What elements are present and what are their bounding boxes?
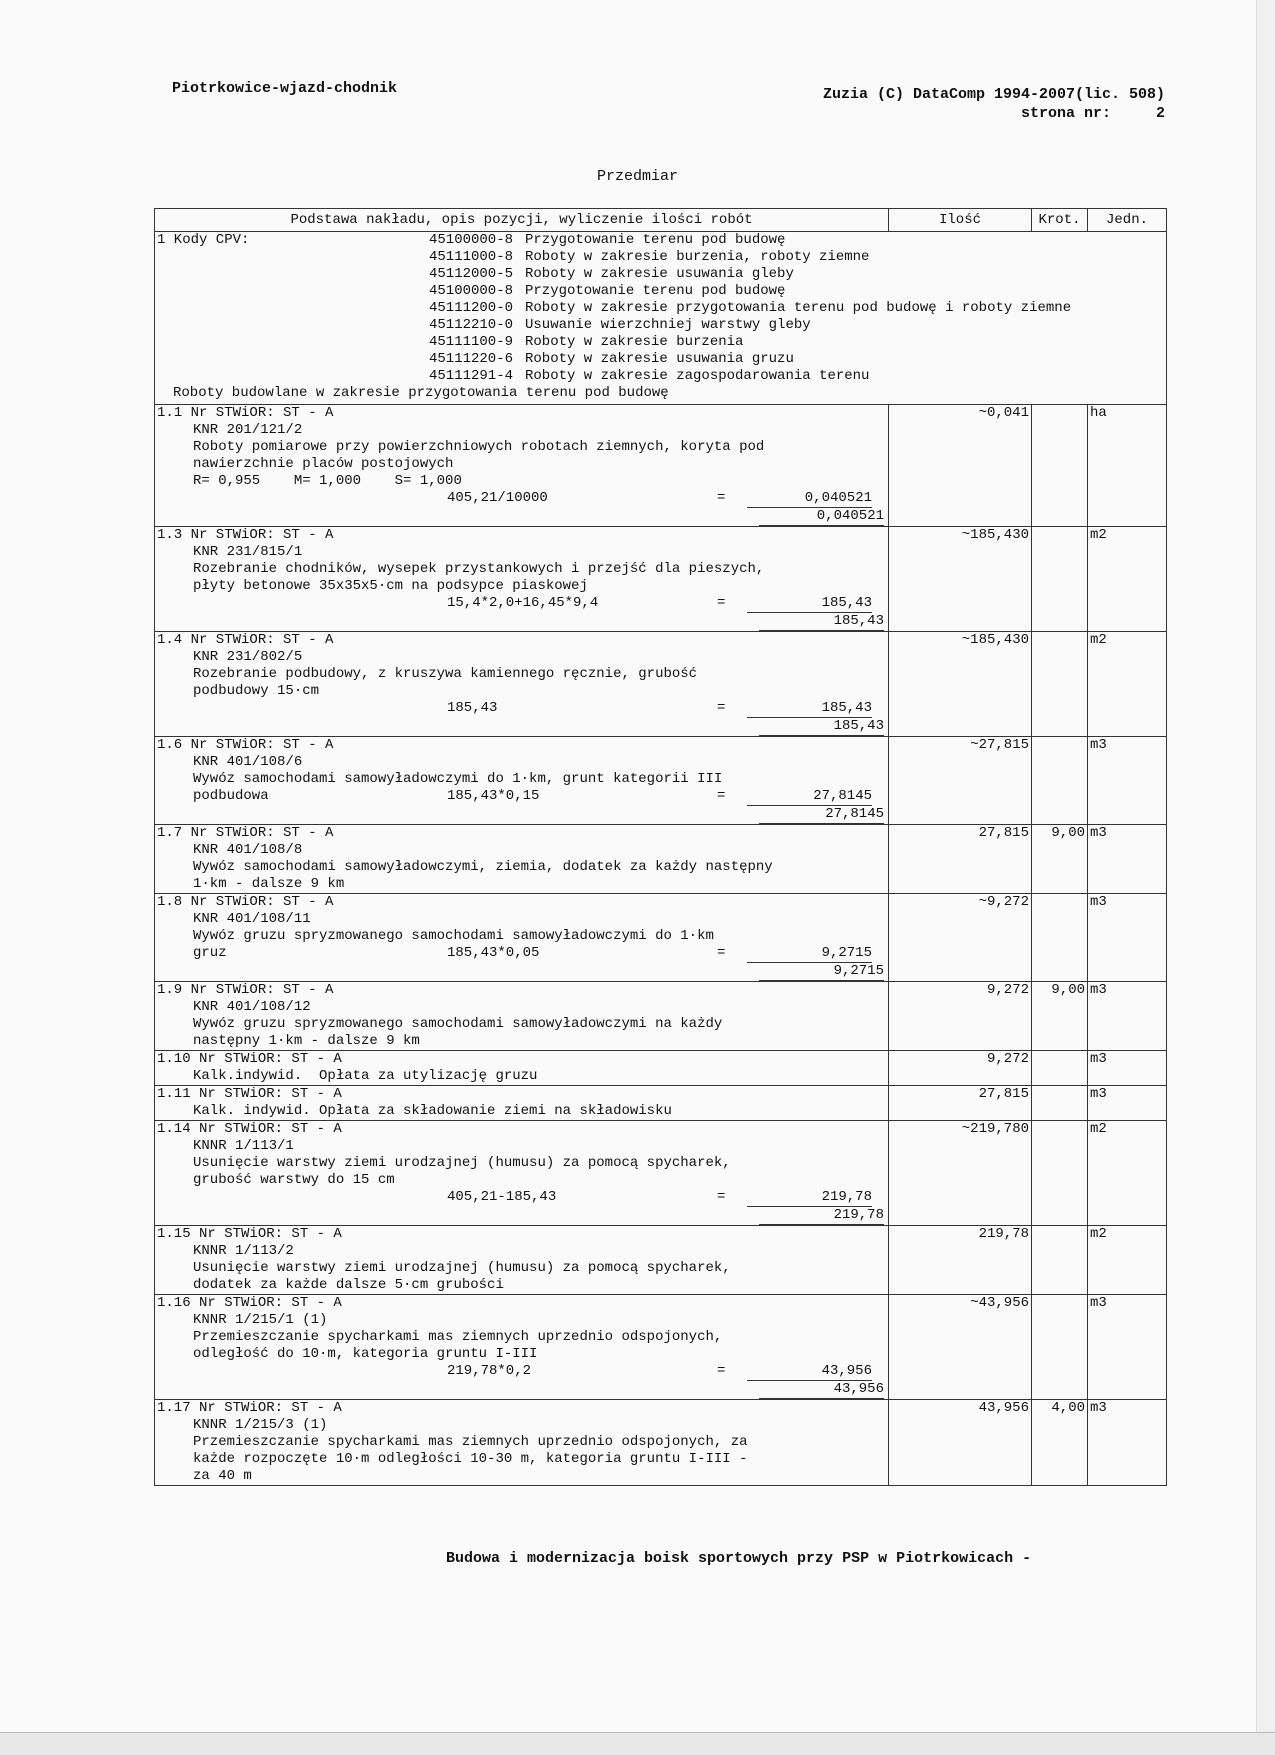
cpv-text: Usuwanie wierzchniej warstwy gleby <box>525 317 811 333</box>
calc-result: 43,956 <box>747 1363 872 1381</box>
page-number: strona nr: 2 <box>1020 105 1165 122</box>
item-description <box>155 1051 889 1086</box>
calc-equals: = <box>717 700 726 716</box>
item-description <box>155 1121 889 1226</box>
project-name: Piotrkowice-wjazd-chodnik <box>172 80 398 97</box>
item-multiplier <box>1032 1226 1088 1295</box>
calc-sum: 43,956 <box>759 1381 884 1399</box>
cpv-row <box>155 232 1167 405</box>
item-multiplier: 9,00 <box>1032 825 1088 894</box>
calc-expression: 405,21-185,43 <box>447 1189 557 1205</box>
item-unit: m3 <box>1088 1051 1167 1086</box>
calc-sum-row <box>157 718 886 736</box>
item-desc-line: Wywóz gruzu spryzmowanego samochodami samowyładowczymi na każdy <box>193 1016 723 1032</box>
item-desc-line: Wywóz gruzu spryzmowanego samochodami samowyładowczymi do 1·km <box>193 928 714 944</box>
scan-edge-right <box>1256 0 1275 1755</box>
item-desc-line: Usunięcie warstwy ziemi urodzajnej (humusu) za pomocą spycharek, <box>193 1155 731 1171</box>
table-row <box>155 737 1167 825</box>
cpv-text: Roboty w zakresie przygotowania terenu pod budowę i roboty ziemne <box>525 300 1072 316</box>
scan-edge-bottom <box>0 1732 1275 1755</box>
section-title: Roboty budowlane w zakresie przygotowania terenu pod budowę <box>173 385 669 401</box>
item-desc-line: każde rozpoczęte 10·m odległości 10-30 m, kategoria gruntu I-III - <box>193 1451 748 1467</box>
item-multiplier: 4,00 <box>1032 1400 1088 1486</box>
calc-result: 219,78 <box>747 1189 872 1207</box>
item-number: 1.1 Nr STWiOR: ST - A <box>157 405 334 421</box>
item-unit: m3 <box>1088 1086 1167 1121</box>
cpv-text: Roboty w zakresie usuwania gruzu <box>525 351 794 367</box>
item-unit: m2 <box>1088 1226 1167 1295</box>
item-multiplier <box>1032 632 1088 737</box>
cpv-text: Roboty w zakresie burzenia, roboty ziemne <box>525 249 870 265</box>
item-quantity: 9,272 <box>889 1051 1032 1086</box>
item-quantity: 219,78 <box>889 1226 1032 1295</box>
calc-sum-row <box>157 806 886 824</box>
calc-expression: 185,43*0,05 <box>447 945 540 961</box>
cpv-code: 45111220-6 <box>428 351 513 367</box>
cpv-code: 45111200-0 <box>428 300 513 316</box>
col-header-krot: Krot. <box>1032 209 1088 232</box>
item-code: KNNR 1/215/3 (1) <box>193 1417 328 1433</box>
item-quantity: ~0,041 <box>889 405 1032 527</box>
item-desc-line: Roboty pomiarowe przy powierzchniowych robotach ziemnych, koryta pod <box>193 439 765 455</box>
item-unit: ha <box>1088 405 1167 527</box>
measurement-table <box>154 208 1167 1486</box>
calc-sum: 185,43 <box>759 613 884 631</box>
calc-row <box>157 788 886 806</box>
item-number: 1.14 Nr STWiOR: ST - A <box>157 1121 342 1137</box>
table-row <box>155 825 1167 894</box>
calc-equals: = <box>717 1363 726 1379</box>
calc-row <box>157 595 886 613</box>
cpv-cell <box>155 232 1167 405</box>
cpv-code: 45112210-0 <box>428 317 513 333</box>
table-row <box>155 1121 1167 1226</box>
item-quantity: 27,815 <box>889 825 1032 894</box>
item-multiplier <box>1032 1086 1088 1121</box>
item-multiplier: 9,00 <box>1032 982 1088 1051</box>
calc-result: 185,43 <box>747 700 872 718</box>
table-row <box>155 894 1167 982</box>
item-unit: m2 <box>1088 527 1167 632</box>
item-description <box>155 527 889 632</box>
calc-result: 27,8145 <box>747 788 872 806</box>
item-multiplier <box>1032 405 1088 527</box>
calc-expression: 185,43*0,15 <box>447 788 540 804</box>
cpv-code: 45112000-5 <box>428 266 513 282</box>
item-multiplier <box>1032 1295 1088 1400</box>
cpv-text: Roboty w zakresie zagospodarowania terenu <box>525 368 870 384</box>
calc-sum: 219,78 <box>759 1207 884 1225</box>
item-description <box>155 737 889 825</box>
calc-result: 0,040521 <box>747 490 872 508</box>
item-unit: m3 <box>1088 982 1167 1051</box>
calc-sum-row <box>157 1207 886 1225</box>
item-code: KNR 401/108/11 <box>193 911 311 927</box>
item-unit: m3 <box>1088 737 1167 825</box>
table-row <box>155 1295 1167 1400</box>
item-number: 1.16 Nr STWiOR: ST - A <box>157 1295 342 1311</box>
calc-row <box>157 700 886 718</box>
item-description <box>155 1226 889 1295</box>
item-description <box>155 632 889 737</box>
item-quantity: 27,815 <box>889 1086 1032 1121</box>
item-description <box>155 894 889 982</box>
item-desc-line: grubość warstwy do 15 cm <box>193 1172 395 1188</box>
item-desc-line: Kalk.indywid. Opłata za utylizację gruzu <box>193 1068 538 1084</box>
item-code: KNNR 1/113/1 <box>193 1138 294 1154</box>
cpv-text: Roboty w zakresie burzenia <box>525 334 744 350</box>
table-header-row <box>155 209 1167 232</box>
calc-expression: 219,78*0,2 <box>447 1363 532 1379</box>
col-header-qty: Ilość <box>889 209 1032 232</box>
item-desc-line: Przemieszczanie spycharkami mas ziemnych uprzednio odspojonych, <box>193 1329 723 1345</box>
calc-row <box>157 1363 886 1381</box>
item-quantity: ~185,430 <box>889 527 1032 632</box>
table-row <box>155 1051 1167 1086</box>
item-desc-line: Wywóz samochodami samowyładowczymi, ziemia, dodatek za każdy następny <box>193 859 773 875</box>
item-code: KNNR 1/215/1 (1) <box>193 1312 328 1328</box>
cpv-text: Przygotowanie terenu pod budowę <box>525 283 786 299</box>
cpv-code: 45111000-8 <box>428 249 513 265</box>
item-number: 1.4 Nr STWiOR: ST - A <box>157 632 334 648</box>
footer-text: Budowa i modernizacja boisk sportowych przy PSP w Piotrkowicach - <box>446 1550 1032 1567</box>
item-code: KNR 231/815/1 <box>193 544 303 560</box>
item-multiplier <box>1032 894 1088 982</box>
item-description <box>155 405 889 527</box>
item-number: 1.6 Nr STWiOR: ST - A <box>157 737 334 753</box>
cpv-label: 1 Kody CPV: <box>157 232 250 248</box>
item-quantity: 43,956 <box>889 1400 1032 1486</box>
item-code: KNR 231/802/5 <box>193 649 303 665</box>
cpv-label <box>157 266 275 283</box>
item-multiplier <box>1032 737 1088 825</box>
calc-equals: = <box>717 788 726 804</box>
table-row <box>155 632 1167 737</box>
item-quantity: 9,272 <box>889 982 1032 1051</box>
item-code: KNR 201/121/2 <box>193 422 303 438</box>
table-row <box>155 527 1167 632</box>
calc-sum-row <box>157 508 886 526</box>
item-desc-line: Rozebranie podbudowy, z kruszywa kamiennego ręcznie, grubość <box>193 666 698 682</box>
item-unit: m3 <box>1088 894 1167 982</box>
calc-expression: 405,21/10000 <box>447 490 548 506</box>
calc-equals: = <box>717 595 726 611</box>
cpv-label <box>157 300 275 317</box>
col-header-unit: Jedn. <box>1088 209 1167 232</box>
item-description <box>155 982 889 1051</box>
item-desc-line: dodatek za każde dalsze 5·cm grubości <box>193 1277 504 1293</box>
item-desc-line: nawierzchnie placów postojowych <box>193 456 454 472</box>
calc-equals: = <box>717 490 726 506</box>
item-description <box>155 825 889 894</box>
item-number: 1.3 Nr STWiOR: ST - A <box>157 527 334 543</box>
item-quantity: ~219,780 <box>889 1121 1032 1226</box>
cpv-list <box>157 232 1164 385</box>
item-desc-line: 1·km - dalsze 9 km <box>193 876 345 892</box>
item-code: KNR 401/108/8 <box>193 842 303 858</box>
item-code: KNR 401/108/6 <box>193 754 303 770</box>
item-multiplier <box>1032 1051 1088 1086</box>
item-number: 1.11 Nr STWiOR: ST - A <box>157 1086 342 1102</box>
calc-sum-row <box>157 963 886 981</box>
item-unit: m3 <box>1088 1295 1167 1400</box>
calc-row <box>157 945 886 963</box>
item-quantity: ~43,956 <box>889 1295 1032 1400</box>
item-unit: m2 <box>1088 632 1167 737</box>
calc-row <box>157 490 886 508</box>
calc-equals: = <box>717 1189 726 1205</box>
cpv-label <box>157 351 275 368</box>
calc-sum: 9,2715 <box>759 963 884 981</box>
table-row <box>155 405 1167 527</box>
item-multiplier <box>1032 1121 1088 1226</box>
cpv-code: 45100000-8 <box>428 232 513 248</box>
cpv-label <box>157 249 275 266</box>
item-unit: m3 <box>1088 1400 1167 1486</box>
item-desc-line: Przemieszczanie spycharkami mas ziemnych uprzednio odspojonych, za <box>193 1434 748 1450</box>
item-desc-line: Rozebranie chodników, wysepek przystankowych i przejść dla pieszych, <box>193 561 765 577</box>
col-header-desc: Podstawa nakładu, opis pozycji, wyliczenie ilości robót <box>155 209 889 232</box>
calc-prefix: gruz <box>193 945 227 961</box>
item-multiplier <box>1032 527 1088 632</box>
software-license: Zuzia (C) DataComp 1994-2007(lic. 508) <box>822 86 1165 103</box>
cpv-label <box>157 283 275 300</box>
calc-prefix: podbudowa <box>193 788 269 804</box>
item-quantity: ~9,272 <box>889 894 1032 982</box>
calc-equals: = <box>717 945 726 961</box>
table-row <box>155 1400 1167 1486</box>
item-unit: m3 <box>1088 825 1167 894</box>
item-number: 1.9 Nr STWiOR: ST - A <box>157 982 334 998</box>
item-number: 1.17 Nr STWiOR: ST - A <box>157 1400 342 1416</box>
item-description <box>155 1086 889 1121</box>
cpv-text: Przygotowanie terenu pod budowę <box>525 232 786 248</box>
calc-sum: 0,040521 <box>759 508 884 526</box>
calc-expression: 185,43 <box>447 700 498 716</box>
item-desc-line: Usunięcie warstwy ziemi urodzajnej (humusu) za pomocą spycharek, <box>193 1260 731 1276</box>
item-desc-line: podbudowy 15·cm <box>193 683 320 699</box>
cpv-code: 45111291-4 <box>428 368 513 384</box>
calc-sum: 185,43 <box>759 718 884 736</box>
table-row <box>155 1086 1167 1121</box>
item-desc-line: odległość do 10·m, kategoria gruntu I-III <box>193 1346 538 1362</box>
document-title: Przedmiar <box>596 168 678 185</box>
item-unit: m2 <box>1088 1121 1167 1226</box>
table-row <box>155 982 1167 1051</box>
software-header <box>823 85 1165 123</box>
item-code: KNR 401/108/12 <box>193 999 311 1015</box>
calc-sum-row <box>157 1381 886 1399</box>
item-quantity: ~27,815 <box>889 737 1032 825</box>
item-desc-line: R= 0,955 M= 1,000 S= 1,000 <box>193 473 462 489</box>
item-description <box>155 1295 889 1400</box>
item-desc-line: płyty betonowe 35x35x5·cm na podsypce piaskowej <box>193 578 588 594</box>
calc-expression: 15,4*2,0+16,45*9,4 <box>447 595 599 611</box>
item-desc-line: Wywóz samochodami samowyładowczymi do 1·km, grunt kategorii III <box>193 771 723 787</box>
item-description <box>155 1400 889 1486</box>
cpv-label <box>157 334 275 351</box>
item-desc-line: Kalk. indywid. Opłata za składowanie ziemi na składowisku <box>193 1103 672 1119</box>
item-code: KNNR 1/113/2 <box>193 1243 294 1259</box>
item-number: 1.7 Nr STWiOR: ST - A <box>157 825 334 841</box>
calc-row <box>157 1189 886 1207</box>
cpv-code: 45111100-9 <box>428 334 513 350</box>
calc-sum: 27,8145 <box>759 806 884 824</box>
cpv-text: Roboty w zakresie usuwania gleby <box>525 266 794 282</box>
item-quantity: ~185,430 <box>889 632 1032 737</box>
item-number: 1.15 Nr STWiOR: ST - A <box>157 1226 342 1242</box>
item-desc-line: za 40 m <box>193 1468 252 1484</box>
calc-sum-row <box>157 613 886 631</box>
item-number: 1.8 Nr STWiOR: ST - A <box>157 894 334 910</box>
table-row <box>155 1226 1167 1295</box>
item-number: 1.10 Nr STWiOR: ST - A <box>157 1051 342 1067</box>
calc-result: 185,43 <box>747 595 872 613</box>
cpv-label <box>157 368 275 385</box>
item-desc-line: następny 1·km - dalsze 9 km <box>193 1033 420 1049</box>
cpv-label <box>157 317 275 334</box>
cpv-code: 45100000-8 <box>428 283 513 299</box>
calc-result: 9,2715 <box>747 945 872 963</box>
